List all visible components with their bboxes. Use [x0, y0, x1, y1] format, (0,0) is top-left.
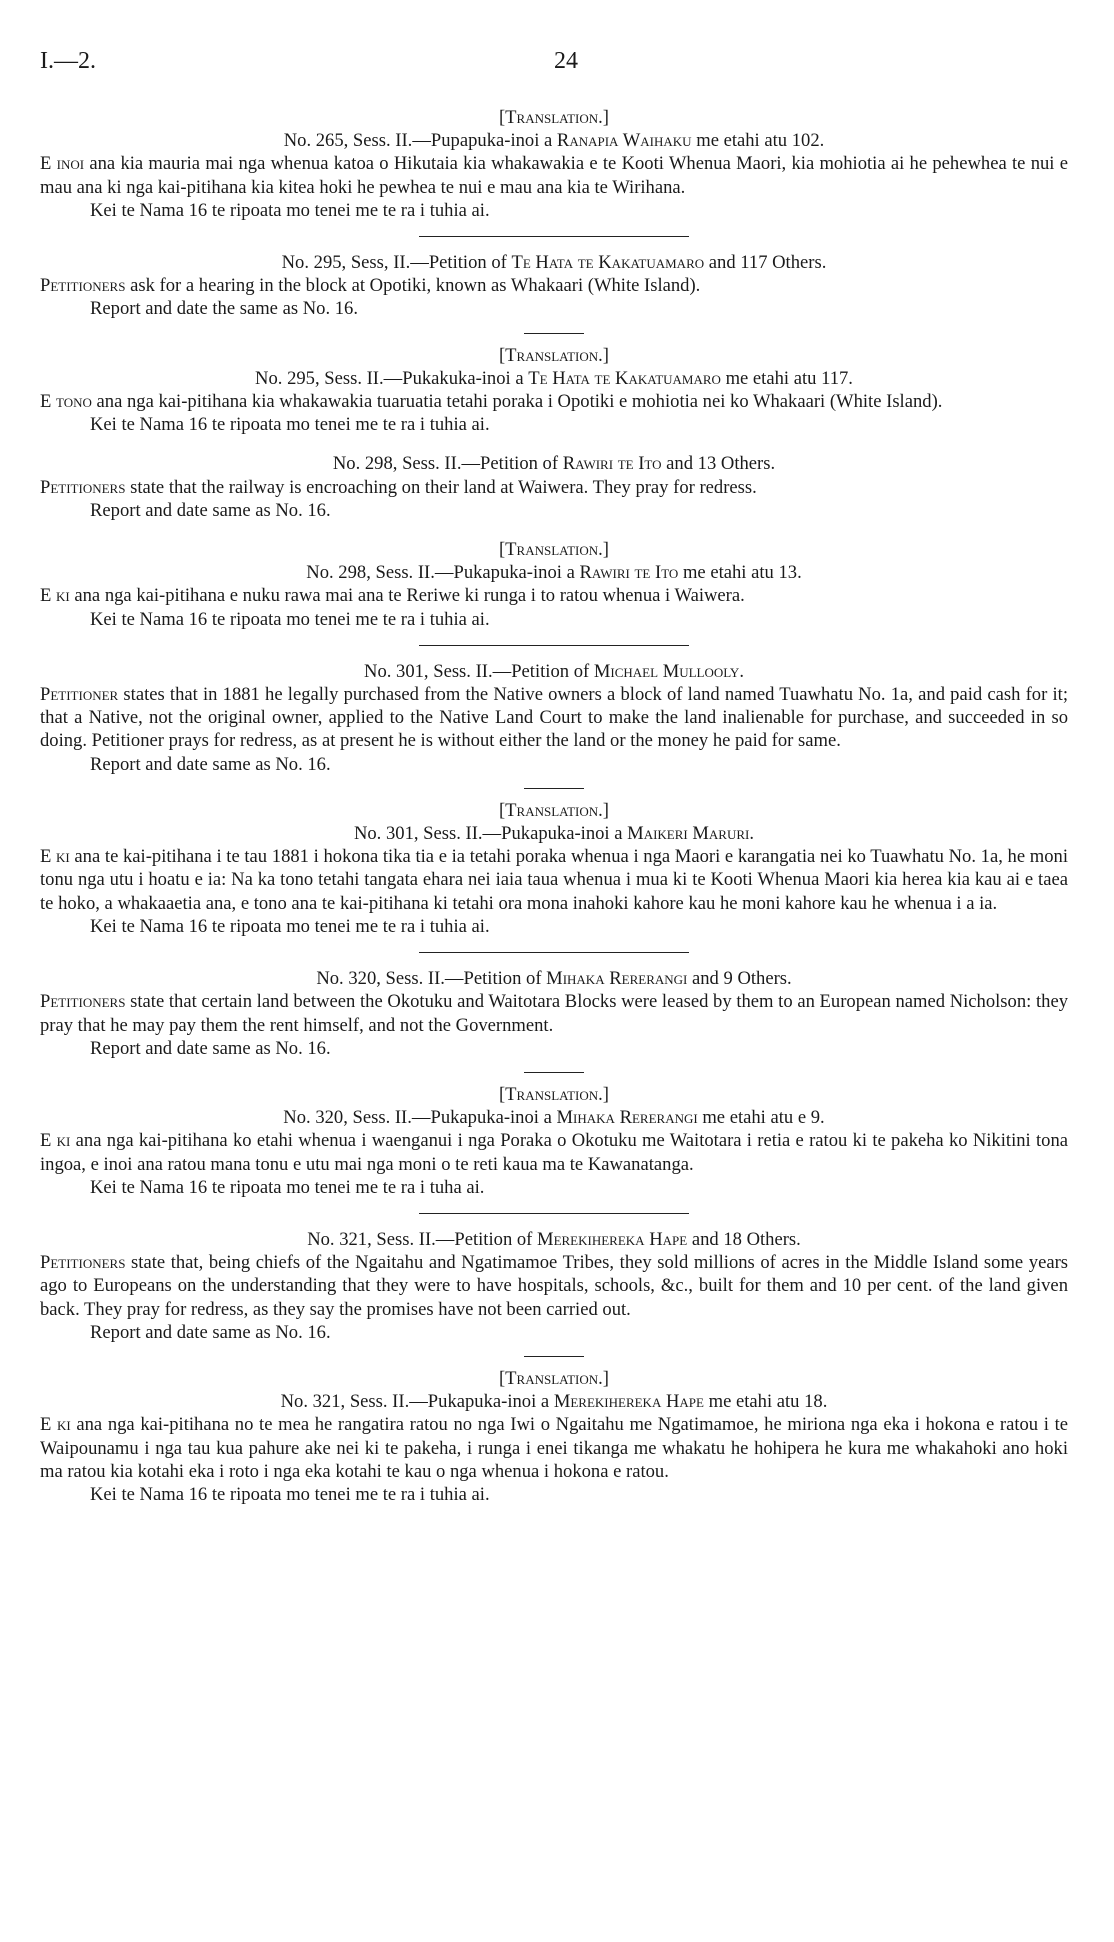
petition-body-text: state that, being chiefs of the Ngaitahu and Ngatimamoe Tribes, they sold millions of acres in the Middle Island some years ago to Europeans on the understanding that they were to have hospitals, schools, &c., built for them and 10 per cent. of the land given back. They pray for redress, as they say the promises have not been carried out.	[40, 1252, 1068, 1320]
report-note: Kei te Nama 16 te ripoata mo tenei me te ra i tuhia ai.	[90, 608, 490, 630]
petition-body-text: state that the railway is encroaching on their land at Waiwera. They pray for redress.	[125, 476, 757, 498]
report-note: Kei te Nama 16 te ripoata mo tenei me te ra i tuhia ai.	[90, 414, 490, 436]
section-divider	[419, 1213, 689, 1214]
translation-heading: [Translation.]	[498, 1367, 609, 1389]
petition-body-text: state that certain land between the Okotuku and Waitotara Blocks were leased by them to an European named Nicholson: they pray that he may pay them the rent himself, and not the Government.	[40, 991, 1068, 1036]
petition-body	[40, 990, 1068, 1036]
petition-body-text: ana nga kai-pitihana no te mea he rangatira ratou no nga Iwi o Ngaitahu me Ngatimamoe, he miriona nga eka i hokona e ratou i te Waipounamu i nga tau kua pahure ake nei ki te pakeha, i runga i enei tikanga me whakatu he hohipera he kura me whakahoki ano hoki ma ratou kia kotahi eka i roto i nga eka kotahi te kau o nga whenua i hokona e ratou.	[40, 1414, 1068, 1482]
petition-title-prefix: No. 321, Sess. II.—Petition of	[307, 1228, 538, 1250]
petition-body-lead: E ki	[40, 1130, 71, 1152]
section-divider	[524, 788, 584, 789]
petition-title-prefix: No. 320, Sess. II.—Pukapuka-inoi a	[283, 1107, 557, 1129]
petition-title	[40, 561, 1068, 584]
document-reference: I.—2.	[40, 48, 96, 74]
petition-body-text: ana nga kai-pitihana kia whakawakia tuaruatia tetahi poraka i Opotiki e mohiotia nei ko Whakaari (White Island).	[91, 391, 943, 413]
section-spacer	[40, 522, 1068, 538]
petition-body	[40, 683, 1068, 753]
petition-body-lead: Petitioners	[40, 1252, 126, 1274]
petition-title-prefix: No. 295, Sess. II.—Pukakuka-inoi a	[255, 367, 529, 389]
petitioner-name: Merekihereka Hape	[537, 1228, 688, 1250]
petition-title-prefix: No. 321, Sess. II.—Pukapuka-inoi a	[280, 1391, 554, 1413]
petition-body-text: ana nga kai-pitihana ko etahi whenua i waenganui i nga Poraka o Okotuku me Waitotara i retia e ratou ki te pakeha ko Nikitini tona ingoa, e inoi ana ratou mana tonu e utu mai nga moni o te reti kaua ma te Kawanatanga.	[40, 1130, 1068, 1175]
petition-title-suffix: me etahi atu 117.	[720, 367, 853, 389]
petition-title-suffix: .	[739, 660, 744, 682]
petition-body-lead: E ki	[40, 846, 70, 868]
petition-body-lead: E ki	[40, 585, 70, 607]
petition-body	[40, 476, 1068, 499]
report-note: Report and date same as No. 16.	[90, 1321, 331, 1343]
petition-body-lead: E inoi	[40, 153, 85, 175]
petitioner-name: Te Hata te Kakatuamaro	[511, 252, 705, 274]
report-note: Kei te Nama 16 te ripoata mo tenei me te ra i tuhia ai.	[90, 199, 490, 221]
petition-title-suffix: and 117 Others.	[704, 252, 827, 274]
petitioner-name: Te Hata te Kakatuamaro	[528, 367, 721, 389]
report-note: Kei te Nama 16 te ripoata mo tenei me te ra i tuhia ai.	[90, 1483, 490, 1505]
petition-title-prefix: No. 301, Sess. II.—Pukapuka-inoi a	[353, 823, 628, 845]
petition-body	[40, 152, 1068, 198]
petition-title-suffix: me etahi atu 13.	[678, 562, 802, 584]
petition-title	[40, 660, 1068, 683]
section-divider	[419, 645, 689, 646]
petition-title-suffix: and 9 Others.	[687, 968, 792, 990]
petition-body-lead: E ki	[40, 1414, 71, 1436]
petition-body	[40, 845, 1068, 915]
petition-title	[40, 1106, 1068, 1129]
petitioner-name: Michael Mullooly	[593, 660, 740, 682]
section-divider	[524, 1356, 584, 1357]
petitioner-name: Maikeri Maruri	[627, 823, 750, 845]
petition-title-prefix: No. 265, Sess. II.—Pupapuka-inoi a	[283, 130, 557, 152]
petitioner-name: Mihaka Rererangi	[546, 968, 688, 990]
petition-body	[40, 584, 1068, 607]
report-note: Report and date same as No. 16.	[90, 753, 331, 775]
petition-body	[40, 390, 1068, 413]
report-note: Kei te Nama 16 te ripoata mo tenei me te ra i tuha ai.	[90, 1176, 485, 1198]
section-divider	[524, 1072, 584, 1073]
petition-title-suffix: me etahi atu 18.	[703, 1391, 828, 1413]
text-column	[40, 106, 1068, 1506]
section-divider	[524, 333, 584, 334]
petition-title	[40, 367, 1068, 390]
translation-heading: [Translation.]	[498, 799, 609, 821]
translation-heading: [Translation.]	[498, 1083, 609, 1105]
petition-body	[40, 1251, 1068, 1321]
petition-body-lead: Petitioners	[40, 991, 126, 1013]
section-spacer	[40, 436, 1068, 452]
petitioner-name: Rawiri te Ito	[579, 562, 679, 584]
petition-title-prefix: No. 320, Sess. II.—Petition of	[316, 968, 547, 990]
petition-body-lead: E tono	[40, 391, 92, 413]
translation-heading: [Translation.]	[498, 107, 609, 128]
page-number: 24	[554, 48, 578, 74]
translation-heading: [Translation.]	[498, 344, 609, 366]
petition-title-prefix: No. 298, Sess. II.—Petition of	[332, 453, 563, 475]
translation-heading: [Translation.]	[498, 539, 609, 561]
petition-title-prefix: No. 295, Sess, II.—Petition of	[281, 252, 512, 274]
petition-title-suffix: and 18 Others.	[687, 1228, 801, 1250]
petition-body	[40, 274, 1068, 297]
petition-title-prefix: No. 298, Sess. II.—Pukapuka-inoi a	[306, 562, 580, 584]
report-note: Report and date the same as No. 16.	[90, 298, 358, 320]
petition-title-suffix: and 13 Others.	[661, 453, 776, 475]
report-note: Report and date same as No. 16.	[90, 1037, 331, 1059]
petition-body	[40, 1129, 1068, 1175]
petition-body-text: ana kia mauria mai nga whenua katoa o Hikutaia kia whakawakia e te Kooti Whenua Maori, kia mohiotia ai he pehewhea te nui e mau ana ki nga kai-pitihana kia kitea hoki he pewhea te nui e mau ana kia te Wirihana.	[40, 153, 1068, 198]
petition-title	[40, 129, 1068, 152]
section-divider	[419, 236, 689, 237]
petition-body-lead: Petitioners	[40, 275, 126, 297]
petition-title	[40, 1390, 1068, 1413]
petition-title	[40, 822, 1068, 845]
petition-title-suffix: .	[749, 823, 755, 845]
petition-body-text: ana nga kai-pitihana e nuku rawa mai ana te Reriwe ki runga i to ratou whenua i Waiwera.	[69, 585, 745, 607]
petitioner-name: Rawiri te Ito	[562, 453, 662, 475]
petitioner-name: Ranapia Waihaku	[556, 130, 692, 152]
report-note: Report and date same as No. 16.	[90, 499, 331, 521]
petition-body-lead: Petitioner	[40, 684, 119, 706]
petitioner-name: Mihaka Rererangi	[556, 1107, 698, 1129]
section-divider	[419, 952, 689, 953]
petition-title-suffix: me etahi atu e 9.	[697, 1107, 825, 1129]
petition-body-text: states that in 1881 he legally purchased from the Native owners a block of land named Tuawhatu No. 1a, and paid cash for it; that a Native, not the original owner, applied to the Native Land Court to make the land inalienable for purchase, and succeeded in so doing. Petitioner prays for redress, as at present he is without either the land or the money he paid for same.	[40, 684, 1068, 752]
petitioner-name: Merekihereka Hape	[553, 1391, 704, 1413]
petition-body	[40, 1413, 1068, 1483]
petition-body-text: ana te kai-pitihana i te tau 1881 i hokona tika tia e ia tetahi poraka whenua i nga Maori e karangatia nei ko Tuawhatu No. 1a, he moni tonu nga utu i hoatu e ia: Na ka tono tetahi tangata ehara nei iaia taua whenua i mua ki te Kooti Whenua Maori kia herea kia kau ai e taea te hoko, a whakaaetia ana, e tono ana te kai-pitihana ki tetahi ora mona inahoki kahore kau he moni kahore kau he whenua i a ia.	[40, 846, 1068, 914]
petition-body-text: ask for a hearing in the block at Opotiki, known as Whakaari (White Island).	[125, 275, 701, 297]
petition-title	[40, 967, 1068, 990]
petition-title	[40, 1228, 1068, 1251]
report-note: Kei te Nama 16 te ripoata mo tenei me te ra i tuhia ai.	[90, 915, 490, 937]
petition-title	[40, 452, 1068, 475]
petition-title-suffix: me etahi atu 102.	[691, 130, 825, 152]
petition-body-lead: Petitioners	[40, 476, 126, 498]
petition-title	[40, 251, 1068, 274]
petition-title-prefix: No. 301, Sess. II.—Petition of	[364, 660, 594, 682]
